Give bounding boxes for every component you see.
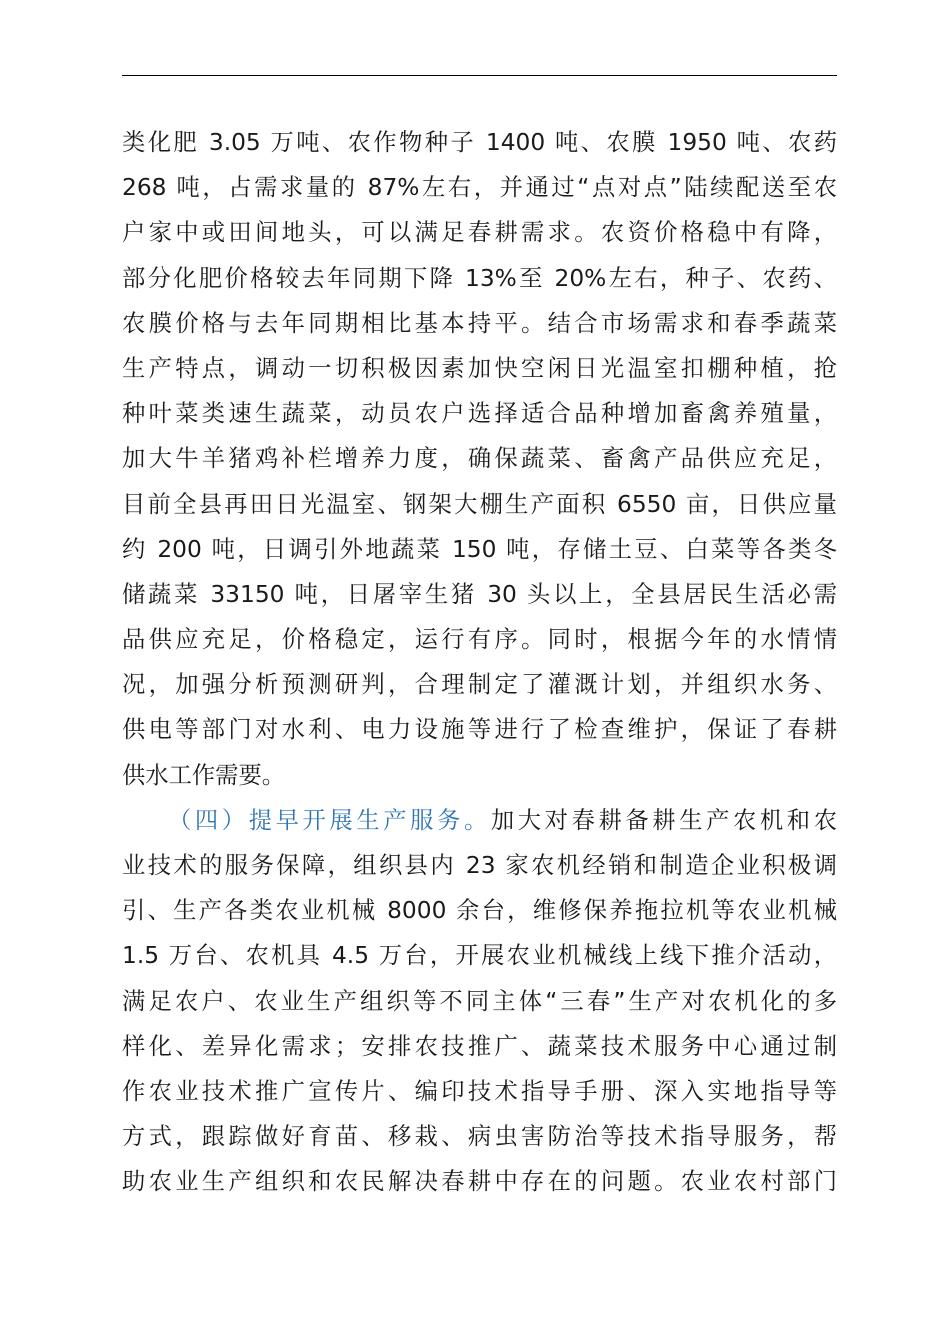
text-segment: 加大对春耕备耕生产农机和农 <box>490 806 838 834</box>
text-line: 种叶菜类速生蔬菜，动员农户选择适合品种增加畜禽养殖量， <box>122 400 837 428</box>
text-line: 目前全县再田日光温室、钢架大棚生产面积 6550 亩，日供应量 <box>122 490 837 518</box>
text-line: 品供应充足，价格稳定，运行有序。同时，根据今年的水情情 <box>122 626 837 654</box>
text-line: 供电等部门对水利、电力设施等进行了检查维护，保证了春耕 <box>122 716 837 744</box>
section-4 <box>122 798 837 1205</box>
text-line: 业技术的服务保障，组织县内 23 家农机经销和制造企业积极调 <box>122 852 837 879</box>
text-line: 满足农户、农业生产组织等不同主体“三春”生产对农机化的多 <box>122 987 837 1015</box>
text-line: 况，加强分析预测研判，合理制定了灌溉计划，并组织水务、 <box>122 671 837 699</box>
text-line: 类化肥 3.05 万吨、农作物种子 1400 吨、农膜 1950 吨、农药 <box>122 129 837 156</box>
text-line: 部分化肥价格较去年同期下降 13%至 20%左右，种子、农药、 <box>122 264 837 292</box>
text-line: 供水工作需要。 <box>122 761 286 789</box>
text-line: 方式，跟踪做好育苗、移栽、病虫害防治等技术指导服务，帮 <box>122 1123 837 1151</box>
text-line: 助农业生产组织和农民解决春耕中存在的问题。农业农村部门 <box>122 1168 837 1196</box>
text-line: 储蔬菜 33150 吨，日屠宰生猪 30 头以上，全县居民生活必需 <box>122 580 837 608</box>
text-line: 户家中或田间地头，可以满足春耕需求。农资价格稳中有降， <box>122 219 837 247</box>
text-line: 生产特点，调动一切积极因素加快空闲日光温室扣棚种植，抢 <box>122 354 837 382</box>
section-4-first-line <box>122 798 837 843</box>
text-line: 作农业技术推广宣传片、编印技术指导手册、深入实地指导等 <box>122 1077 837 1105</box>
section-heading: （四）提早开展生产服务。 <box>168 806 491 834</box>
paragraph-1 <box>122 120 837 798</box>
text-line: 加大牛羊猪鸡补栏增养力度，确保蔬菜、畜禽产品供应充足， <box>122 445 837 473</box>
text-line: 样化、差异化需求；安排农技推广、蔬菜技术服务中心通过制 <box>122 1032 837 1060</box>
document-body <box>122 120 837 1205</box>
header-rule <box>122 75 837 76</box>
text-line: 引、生产各类农业机械 8000 余台，维修保养拖拉机等农业机械 <box>122 897 837 925</box>
text-line: 农膜价格与去年同期相比基本持平。结合市场需求和春季蔬菜 <box>122 309 837 337</box>
text-line: 1.5 万台、农机具 4.5 万台，开展农业机械线上线下推介活动， <box>122 942 837 970</box>
text-line: 268 吨，占需求量的 87%左右，并通过“点对点”陆续配送至农 <box>122 174 837 202</box>
text-line: 约 200 吨，日调引外地蔬菜 150 吨，存储土豆、白菜等各类冬 <box>122 535 837 563</box>
